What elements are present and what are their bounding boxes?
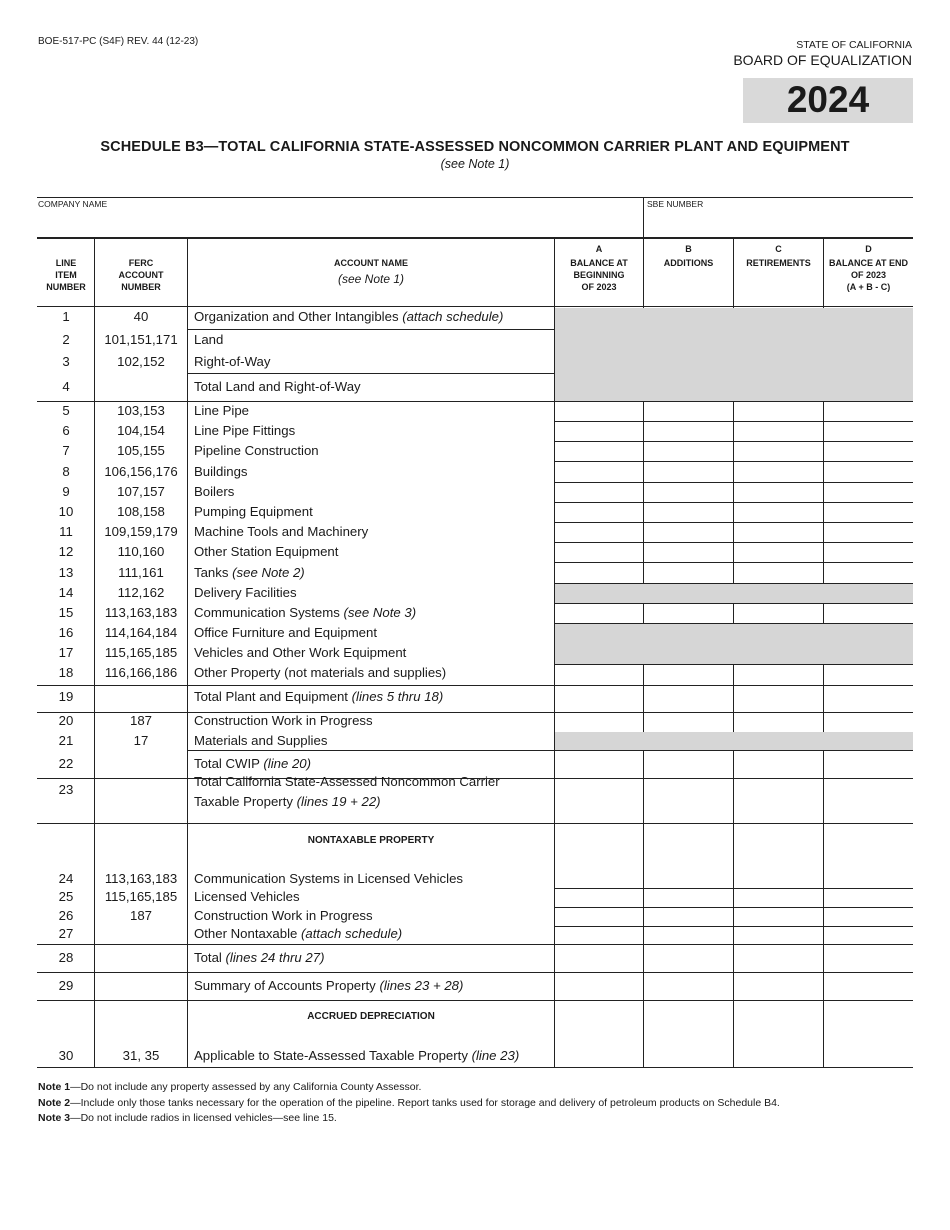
account-name: Organization and Other Intangibles (attach schedule) bbox=[194, 309, 504, 324]
ferc-account: 106,156,176 bbox=[104, 464, 178, 479]
line-number: 25 bbox=[58, 889, 74, 904]
grid-line bbox=[37, 1067, 913, 1068]
grid-line bbox=[643, 664, 644, 732]
grid-line bbox=[555, 623, 913, 624]
grid-line bbox=[37, 944, 913, 945]
account-name: Pipeline Construction bbox=[194, 443, 319, 458]
divider bbox=[643, 197, 644, 238]
footnote: Note 3—Do not include radios in licensed vehicles—see line 15. bbox=[38, 1112, 337, 1124]
ferc-account: 114,164,184 bbox=[104, 625, 178, 640]
ferc-account: 108,158 bbox=[117, 504, 165, 519]
line-number: 14 bbox=[58, 585, 74, 600]
grid-line bbox=[733, 604, 734, 624]
account-name: Total Land and Right-of-Way bbox=[194, 379, 361, 394]
grid-line bbox=[555, 522, 913, 523]
grid-line bbox=[823, 751, 824, 1067]
account-name: Office Furniture and Equipment bbox=[194, 625, 378, 640]
schedule-subtitle: (see Note 1) bbox=[440, 157, 510, 171]
grid-line bbox=[187, 373, 555, 374]
grid-line bbox=[37, 685, 913, 686]
grid-line bbox=[555, 562, 913, 563]
line-number: 21 bbox=[58, 733, 74, 748]
account-name: Materials and Supplies bbox=[194, 733, 328, 748]
grid-line bbox=[643, 604, 644, 624]
ferc-account: 113,163,183 bbox=[104, 605, 178, 620]
line-number: 26 bbox=[58, 908, 74, 923]
line-number: 6 bbox=[62, 423, 70, 438]
grid-line bbox=[555, 664, 913, 665]
ferc-account: 107,157 bbox=[117, 484, 165, 499]
col-header-line-item: LINE ITEM NUMBER bbox=[46, 258, 86, 292]
grid-line bbox=[555, 461, 913, 462]
ferc-account: 101,151,171 bbox=[104, 332, 178, 347]
line-number: 2 bbox=[62, 332, 70, 347]
col-header-b: B ADDITIONS bbox=[663, 244, 714, 268]
grid-line bbox=[733, 401, 734, 584]
account-name: Vehicles and Other Work Equipment bbox=[194, 645, 407, 660]
col-header-a: A BALANCE AT BEGINNING OF 2023 bbox=[570, 244, 628, 292]
grid-line bbox=[643, 401, 644, 584]
ferc-account: 116,166,186 bbox=[104, 665, 178, 680]
grid-line bbox=[555, 421, 913, 422]
company-name-field[interactable] bbox=[38, 212, 642, 236]
ferc-account: 112,162 bbox=[117, 585, 165, 600]
line-number: 17 bbox=[58, 645, 74, 660]
account-name: Construction Work in Progress bbox=[194, 908, 373, 923]
state-label: STATE OF CALIFORNIA bbox=[796, 39, 912, 51]
grid-line bbox=[555, 441, 913, 442]
ferc-account: 187 bbox=[129, 908, 152, 923]
grid-line bbox=[37, 401, 913, 402]
grid-line bbox=[733, 751, 734, 1067]
shaded-area bbox=[555, 584, 913, 604]
account-name: Right-of-Way bbox=[194, 354, 271, 369]
grid-line bbox=[555, 750, 913, 751]
ferc-account: 109,159,179 bbox=[104, 524, 178, 539]
grid-line bbox=[187, 238, 188, 1067]
grid-line bbox=[37, 972, 913, 973]
grid-line bbox=[823, 401, 824, 584]
line-number: 28 bbox=[58, 950, 74, 965]
account-name: Tanks (see Note 2) bbox=[194, 565, 305, 580]
grid-line bbox=[37, 306, 913, 307]
ferc-account: 104,154 bbox=[117, 423, 165, 438]
ferc-account: 111,161 bbox=[118, 565, 164, 580]
grid-line bbox=[733, 238, 734, 308]
grid-line bbox=[37, 1000, 913, 1001]
line-number: 16 bbox=[58, 625, 74, 640]
grid-line bbox=[823, 664, 824, 732]
col-header-d: D BALANCE AT END OF 2023 (A + B - C) bbox=[829, 244, 908, 292]
grid-line bbox=[555, 502, 913, 503]
line-number: 30 bbox=[58, 1048, 74, 1063]
grid-line bbox=[555, 482, 913, 483]
col-header-account-name: ACCOUNT NAME (see Note 1) bbox=[334, 258, 408, 286]
grid-line bbox=[187, 329, 555, 330]
ferc-account: 187 bbox=[129, 713, 152, 728]
company-name-label: COMPANY NAME bbox=[38, 199, 108, 209]
grid-line bbox=[643, 751, 644, 1067]
account-name: Other Station Equipment bbox=[194, 544, 339, 559]
shaded-area bbox=[555, 624, 913, 664]
account-name: Total (lines 24 thru 27) bbox=[194, 950, 325, 965]
year: 2024 bbox=[786, 79, 870, 120]
ferc-account: 102,152 bbox=[117, 354, 165, 369]
ferc-account: 40 bbox=[133, 309, 149, 324]
account-name: Delivery Facilities bbox=[194, 585, 297, 600]
line-number: 4 bbox=[62, 379, 70, 394]
grid-line bbox=[555, 907, 913, 908]
col-header-ferc: FERC ACCOUNT NUMBER bbox=[118, 258, 164, 292]
account-name: Communication Systems (see Note 3) bbox=[194, 605, 417, 620]
line-number: 8 bbox=[62, 464, 70, 479]
grid-line bbox=[555, 583, 913, 584]
footnote: Note 1—Do not include any property assessed by any California County Assessor. bbox=[38, 1081, 422, 1093]
line-number: 5 bbox=[62, 403, 70, 418]
line-number: 24 bbox=[58, 871, 74, 886]
account-name: Total California State-Assessed Noncommon Carrier Taxable Property (lines 19 + 22) bbox=[194, 774, 500, 809]
account-name: Other Nontaxable (attach schedule) bbox=[194, 926, 403, 941]
line-number: 1 bbox=[62, 309, 70, 324]
shaded-area bbox=[555, 732, 913, 751]
line-number: 29 bbox=[58, 978, 74, 993]
ferc-account: 115,165,185 bbox=[104, 645, 178, 660]
line-number: 18 bbox=[58, 665, 74, 680]
account-name: Summary of Accounts Property (lines 23 + 28) bbox=[194, 978, 464, 993]
line-number: 23 bbox=[58, 782, 74, 797]
line-number: 10 bbox=[58, 504, 74, 519]
grid-line bbox=[555, 888, 913, 889]
schedule-title: SCHEDULE B3—TOTAL CALIFORNIA STATE-ASSESSED NONCOMMON CARRIER PLANT AND EQUIPMENT bbox=[100, 139, 850, 155]
grid-line bbox=[37, 823, 913, 824]
shaded-area bbox=[555, 308, 913, 401]
grid-line bbox=[823, 238, 824, 308]
ferc-account: 110,160 bbox=[117, 544, 165, 559]
grid-line bbox=[733, 664, 734, 732]
line-number: 9 bbox=[62, 484, 70, 499]
line-number: 22 bbox=[58, 756, 74, 771]
account-name: Buildings bbox=[194, 464, 248, 479]
line-number: 15 bbox=[58, 605, 74, 620]
account-name: Total Plant and Equipment (lines 5 thru 18) bbox=[194, 689, 444, 704]
ferc-account: 113,163,183 bbox=[104, 871, 178, 886]
footnote: Note 2—Include only those tanks necessary for the operation of the pipeline. Report tanks used for storage and delivery of petroleum products on Schedule B4. bbox=[38, 1097, 780, 1109]
line-number: 12 bbox=[58, 544, 74, 559]
divider bbox=[37, 197, 913, 198]
account-name: Pumping Equipment bbox=[194, 504, 313, 519]
grid-line bbox=[554, 238, 555, 1067]
account-name: Applicable to State-Assessed Taxable Property (line 23) bbox=[194, 1048, 520, 1063]
line-number: 11 bbox=[59, 524, 73, 539]
account-name: Line Pipe bbox=[194, 403, 249, 418]
account-name: Other Property (not materials and supplies) bbox=[194, 665, 447, 680]
account-name: Machine Tools and Machinery bbox=[194, 524, 369, 539]
grid-line bbox=[37, 238, 913, 239]
col-header-c: C RETIREMENTS bbox=[746, 244, 811, 268]
ferc-account: 105,155 bbox=[117, 443, 165, 458]
year-box bbox=[743, 78, 913, 123]
line-number: 7 bbox=[62, 443, 70, 458]
agency-label: BOARD OF EQUALIZATION bbox=[733, 52, 912, 68]
ferc-account: 103,153 bbox=[117, 403, 165, 418]
account-name: Land bbox=[194, 332, 224, 347]
form-number: BOE-517-PC (S4F) REV. 44 (12-23) bbox=[38, 36, 199, 47]
line-number: 3 bbox=[62, 354, 70, 369]
ferc-account: 17 bbox=[133, 733, 149, 748]
line-number: 27 bbox=[58, 926, 74, 941]
nontaxable-header: NONTAXABLE PROPERTY bbox=[307, 835, 435, 846]
account-name: Construction Work in Progress bbox=[194, 713, 373, 728]
depreciation-header: ACCRUED DEPRECIATION bbox=[307, 1011, 435, 1022]
grid-line bbox=[555, 603, 913, 604]
account-name: Licensed Vehicles bbox=[194, 889, 300, 904]
sbe-number-label: SBE NUMBER bbox=[647, 199, 704, 209]
account-name: Line Pipe Fittings bbox=[194, 423, 296, 438]
grid-line bbox=[823, 604, 824, 624]
grid-line bbox=[555, 542, 913, 543]
account-name: Boilers bbox=[194, 484, 235, 499]
account-name: Communication Systems in Licensed Vehicles bbox=[194, 871, 464, 886]
account-name: Total CWIP (line 20) bbox=[194, 756, 312, 771]
ferc-account: 115,165,185 bbox=[104, 889, 178, 904]
grid-line bbox=[643, 238, 644, 308]
grid-line bbox=[555, 926, 913, 927]
sbe-number-field[interactable] bbox=[645, 212, 912, 236]
line-number: 20 bbox=[58, 713, 74, 728]
line-number: 19 bbox=[58, 689, 74, 704]
line-number: 13 bbox=[58, 565, 74, 580]
grid-line bbox=[187, 750, 555, 751]
ferc-account: 31, 35 bbox=[122, 1048, 160, 1063]
